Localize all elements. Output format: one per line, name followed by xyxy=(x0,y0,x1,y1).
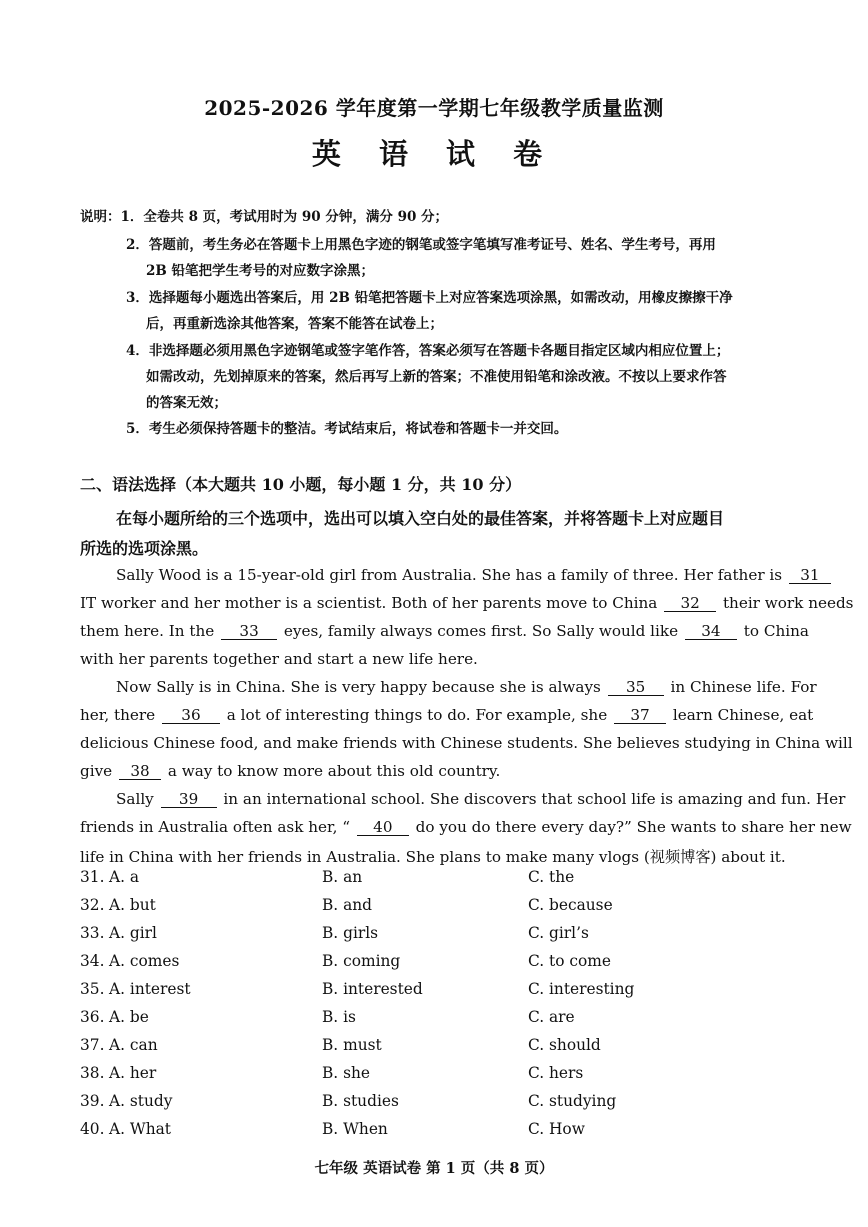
option-b: B. and xyxy=(322,896,373,914)
blank-33: 33 xyxy=(221,623,277,640)
passage-line: Sally Wood is a 15-year-old girl from Australia. She has a family of three. Her father is 31 xyxy=(116,566,833,584)
option-c: C. hers xyxy=(528,1064,584,1082)
option-row-31 xyxy=(80,868,780,890)
blank-38: 38 xyxy=(119,763,161,780)
option-b: B. studies xyxy=(322,1092,399,1110)
option-a: A. study xyxy=(109,1092,173,1110)
option-a: A. What xyxy=(109,1120,171,1138)
option-a: A. can xyxy=(109,1036,158,1054)
option-b: B. When xyxy=(322,1120,388,1138)
option-c: C. the xyxy=(528,868,575,886)
passage-line: life in China with her friends in Australia. She plans to make many vlogs (视频博客) about it. xyxy=(80,848,786,866)
option-b: B. interested xyxy=(322,980,423,998)
passage-line: Sally 39 in an international school. She discovers that school life is amazing and fun. Her xyxy=(116,790,846,808)
question-number: 32. xyxy=(80,896,105,914)
blank-31: 31 xyxy=(789,567,831,584)
option-b: B. coming xyxy=(322,952,401,970)
question-number: 33. xyxy=(80,924,105,942)
note-line: 说明：1．全卷共 8 页，考试用时为 90 分钟，满分 90 分； xyxy=(80,209,449,225)
option-a: A. girl xyxy=(109,924,157,942)
question-number: 38. xyxy=(80,1064,105,1082)
section-heading: 二、语法选择（本大题共 10 小题，每小题 1 分，共 10 分） xyxy=(80,475,522,494)
exam-subject-title: 英 语 试 卷 xyxy=(311,137,557,171)
option-row-37 xyxy=(80,1036,780,1058)
option-row-32 xyxy=(80,896,780,918)
note-line: 3．选择题每小题选出答案后，用 2B 铅笔把答题卡上对应答案选项涂黑，如需改动，用橡皮擦擦干净 xyxy=(126,290,733,306)
option-a: A. her xyxy=(109,1064,157,1082)
option-b: B. must xyxy=(322,1036,382,1054)
option-row-38 xyxy=(80,1064,780,1086)
option-c: C. are xyxy=(528,1008,575,1026)
note-line: 如需改动，先划掉原来的答案，然后再写上新的答案；不准使用铅笔和涂改液。不按以上要求作答 xyxy=(146,369,727,385)
option-a: A. but xyxy=(109,896,156,914)
blank-40: 40 xyxy=(357,819,409,836)
option-c: C. to come xyxy=(528,952,611,970)
passage-line: IT worker and her mother is a scientist. Both of her parents move to China 32 their work needs xyxy=(80,594,854,612)
question-number: 36. xyxy=(80,1008,105,1026)
note-line: 后，再重新选涂其他答案，答案不能答在试卷上； xyxy=(146,316,443,332)
option-row-39 xyxy=(80,1092,780,1114)
option-c: C. How xyxy=(528,1120,585,1138)
passage-line: them here. In the 33 eyes, family always comes first. So Sally would like 34 to China xyxy=(80,622,809,640)
option-row-36 xyxy=(80,1008,780,1030)
page-footer: 七年级 英语试卷 第 1 页（共 8 页） xyxy=(314,1160,554,1177)
option-c: C. studying xyxy=(528,1092,617,1110)
passage-line: delicious Chinese food, and make friends with Chinese students. She believes studying in China will xyxy=(80,734,853,752)
blank-34: 34 xyxy=(685,623,737,640)
passage-line: friends in Australia often ask her, “ 40 do you do there every day?” She wants to share her new xyxy=(80,818,852,836)
question-number: 39. xyxy=(80,1092,105,1110)
option-a: A. a xyxy=(109,868,140,886)
exam-title: 2025-2026 学年度第一学期七年级教学质量监测 xyxy=(204,96,664,120)
option-row-34 xyxy=(80,952,780,974)
passage-line: Now Sally is in China. She is very happy because she is always 35 in Chinese life. For xyxy=(116,678,817,696)
question-number: 40. xyxy=(80,1120,105,1138)
passage-line: give 38 a way to know more about this old country. xyxy=(80,762,501,780)
passage-line: her, there 36 a lot of interesting things to do. For example, she 37 learn Chinese, eat xyxy=(80,706,814,724)
option-c: C. should xyxy=(528,1036,601,1054)
blank-39: 39 xyxy=(161,791,217,808)
option-b: B. is xyxy=(322,1008,356,1026)
exam-page: 2025-2026 学年度第一学期七年级教学质量监测 英 语 试 卷 说明：1．全卷共 8 页，考试用时为 90 分钟，满分 90 分； 2．答题前，考生务必在答题卡上用黑色字迹的钢笔或签字笔填写准考证号、姓名、学生考号，再用 2B 铅笔把学生考号的对应数字涂黑； 3．选择题每小题选出答案后，用 2B 铅笔把答题卡上对应答案选项涂黑，如需改动，用橡皮擦擦干净 后，再重新选涂其他答案，答案不能答在试卷上； 4．非选择题必须用黑色字迹钢笔或签字笔作答，答案必须写在答题卡各题目指定区域内相应位置上； 如需改动，先划掉原来的答案，然后再写上新的答案；不准使用铅笔和涂改液。不按以上要求作答 的答案无效； 5．考生必须保持答题卡的整洁。考试结束后，将试卷和答题卡一并交回。 二、语法选择（本大题共 10 小题，每小题 1 分，共 10 分） 在每小题所给的三个选项中，选出可以填入空白处的最佳答案，并将答题卡上对应题目 所选的选项涂黑。 Sally Wood is a 15-year-old girl from Australia. She has a family of three. Her father is 31 IT worker and her mother is a scientist. Both of her parents move to China 32 their work needs them here. In the 33 eyes, family always comes first. So Sally would like 34 to China with her parents together and start a new life here. Now Sally is in China. She is very happy because she is always 35 in Chinese life. For her, there 36 a lot of interesting things to do. For example, she 37 learn Chinese, eat delicious Chinese food, and make friends with Chinese students. She believes studying in China will give 38 a way to know more about this old country. Sally 39 in an international school. She discovers that school life is amazing and fun. Her friends in Australia often ask her, “ 40 do you do there every day?” She wants to share her new life in China with her friends in Australia. She plans to make many vlogs (视频博客) about it. 31. A. a B. an C. the 32. A. but B. and C. because 33. A. girl B. girls C. girl’s 34. A. comes B. coming C. to come 35. A. interest B. interested C. interesting 36. A. be B. is C. are 37. A. can B. must C. should 38. A. her B. she C. hers 39. A. study B. studies C. studying 40. A. What B. When C. How 七年级 英语试卷 第 1 页（共 8 页） xyxy=(0,0,868,1227)
question-number: 37. xyxy=(80,1036,105,1054)
blank-32: 32 xyxy=(664,595,716,612)
option-row-40 xyxy=(80,1120,780,1142)
option-c: C. girl’s xyxy=(528,924,589,942)
blank-35: 35 xyxy=(608,679,664,696)
option-c: C. interesting xyxy=(528,980,635,998)
question-number: 35. xyxy=(80,980,105,998)
note-line: 2B 铅笔把学生考号的对应数字涂黑； xyxy=(146,263,375,279)
blank-36: 36 xyxy=(162,707,220,724)
option-b: B. she xyxy=(322,1064,371,1082)
option-row-35 xyxy=(80,980,780,1002)
question-number: 34. xyxy=(80,952,105,970)
note-line: 4．非选择题必须用黑色字迹钢笔或签字笔作答，答案必须写在答题卡各题目指定区域内相应位置上； xyxy=(126,343,730,359)
note-line: 5．考生必须保持答题卡的整洁。考试结束后，将试卷和答题卡一并交回。 xyxy=(126,421,568,437)
question-number: 31. xyxy=(80,868,105,886)
option-a: A. be xyxy=(109,1008,149,1026)
option-a: A. interest xyxy=(109,980,191,998)
note-line: 的答案无效； xyxy=(146,395,227,411)
option-b: B. an xyxy=(322,868,363,886)
option-a: A. comes xyxy=(109,952,180,970)
option-row-33 xyxy=(80,924,780,946)
option-c: C. because xyxy=(528,896,613,914)
note-line: 2．答题前，考生务必在答题卡上用黑色字迹的钢笔或签字笔填写准考证号、姓名、学生考号，再用 xyxy=(126,237,716,253)
option-b: B. girls xyxy=(322,924,379,942)
passage-line: with her parents together and start a new life here. xyxy=(80,650,478,668)
blank-37: 37 xyxy=(614,707,666,724)
